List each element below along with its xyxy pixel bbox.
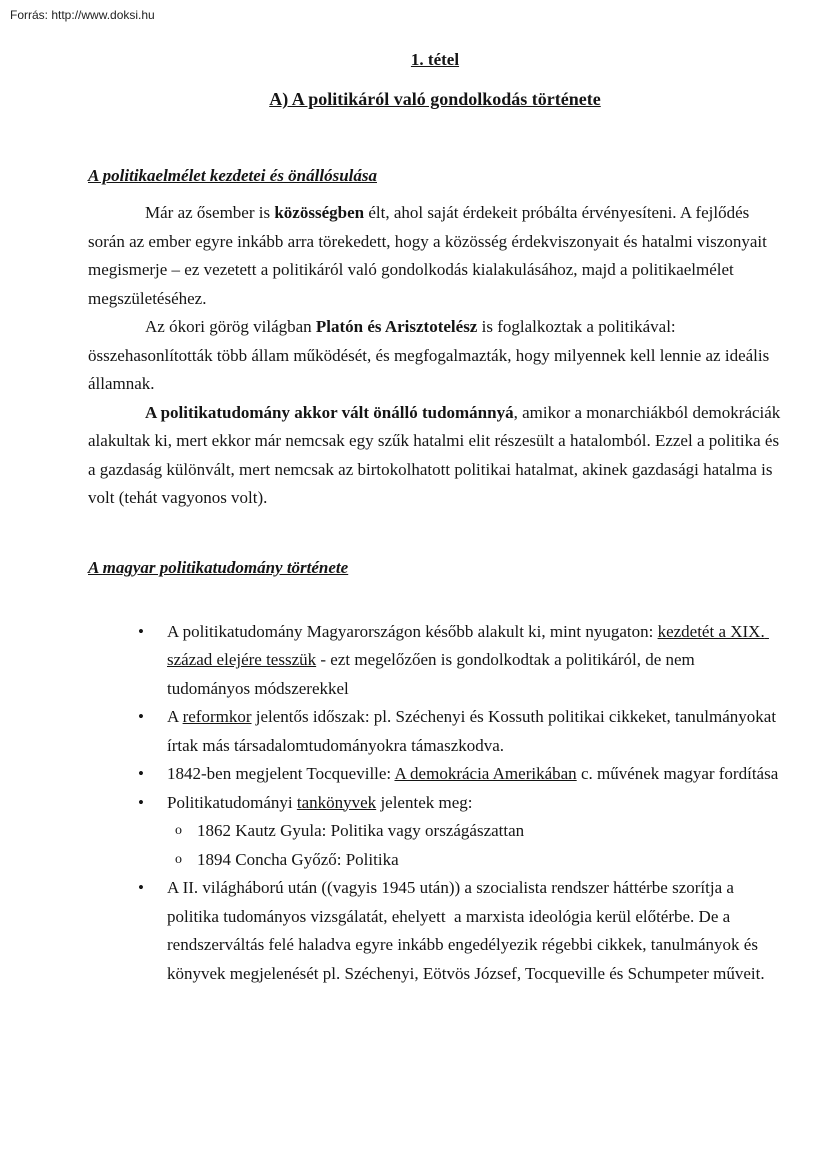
list-item-3 — [88, 760, 782, 789]
circle-bullet-icon: o — [175, 823, 182, 838]
circle-bullet-icon: o — [175, 851, 182, 867]
bullet-icon: • — [138, 792, 144, 812]
text-run-bold: közösségben — [274, 203, 365, 222]
list-item-4 — [88, 789, 782, 818]
bullet-icon: • — [138, 878, 144, 897]
text-run: A politikatudomány Magyarországon később alakult ki, mint nyugaton: — [167, 621, 658, 641]
text-run: is foglalkoztak a politikával: összehasonlították több állam működését, és megfogalmazták, hogy milyennek kell lennie az ideális államnak. — [88, 317, 774, 393]
paragraph-2 — [88, 313, 782, 399]
list-item-text — [167, 793, 473, 812]
paragraph-1 — [88, 199, 782, 313]
bullet-list — [88, 618, 782, 989]
doc-title: 1. tétel — [410, 50, 460, 69]
text-run-underline: tankönyvek — [296, 792, 377, 812]
list-item-text — [167, 707, 780, 755]
text-run: - ezt megelőzően is gondolkodtak a politikáról, de nem tudományos módszerekkel — [167, 650, 700, 698]
text-run-bold: A politikatudomány akkor vált önálló tudománnyá — [145, 402, 514, 422]
text-run: Politikatudományi — [167, 792, 297, 812]
text-run-underline: kezdetét a XIX. század elejére tesszük — [167, 621, 769, 669]
list-item-text: 1862 Kautz Gyula: Politika vagy országászattan — [197, 821, 525, 840]
bullet-icon: • — [138, 621, 144, 641]
paragraph-3 — [88, 399, 785, 513]
list-item-1 — [88, 618, 782, 704]
text-run: Már az ősember is — [145, 203, 275, 222]
text-run-bold: Platón és Arisztotelész — [315, 317, 478, 336]
text-run: c. művének magyar fordítása — [576, 764, 779, 783]
text-run: A — [167, 707, 183, 726]
text-run: Az ókori görög világban — [145, 317, 316, 336]
text-run: jelentek meg: — [376, 792, 473, 812]
list-item-text — [167, 622, 769, 698]
bullet-icon: • — [138, 707, 144, 726]
section2-heading: A magyar politikatudomány története — [88, 557, 349, 577]
list-item-text: 1894 Concha Győző: Politika — [197, 849, 399, 869]
list-item-text — [167, 764, 778, 783]
doc-subtitle: A) A politikáról való gondolkodás története — [269, 89, 601, 109]
sub-list-item-2 — [88, 846, 782, 875]
list-item-5 — [88, 874, 782, 988]
section1-heading: A politikaelmélet kezdetei és önállósulása — [88, 166, 377, 185]
sub-list-item-1 — [88, 817, 782, 846]
text-run: élt, ahol saját érdekeit próbálta érvényesíteni. A fejlődés során az ember egyre inkább arra törekedett, hogy a közösség érdekviszonyait és hatalmi viszonyait megismerje – ez vezetett a politikáról való gondolkodás kialakulásához, majd a politikaelmélet megszületéséhez. — [88, 203, 772, 308]
source-note: Forrás: http://www.doksi.hu — [10, 8, 155, 22]
text-run-underline: A demokrácia Amerikában — [394, 764, 577, 783]
list-item-text: A II. világháború után ((vagyis 1945 után)) a szocialista rendszer háttérbe szorítja a politika tudományos vizsgálatát, ehelyett a marxista ideológia kerül előtérbe. De a rendszerváltás felé haladva egyre inkább engedélyezik régebbi cikkek, tanulmányok és könyvek megjelenését pl. Széchenyi, Eötvös József, Tocqueville és Schumpeter műveit. — [167, 878, 765, 983]
bullet-icon: • — [138, 764, 144, 783]
text-run: jelentős időszak: pl. Széchenyi és Kossuth politikai cikkeket, tanulmányokat írtak más társadalomtudományokra támaszkodva. — [167, 707, 781, 755]
text-run: 1842-ben megjelent Tocqueville: — [167, 764, 395, 783]
text-run-underline: reformkor — [182, 707, 252, 726]
text-run: , amikor a monarchiákból demokráciák alakultak ki, mert ekkor már nemcsak egy szűk hatalmi elit részesült a hatalomból. Ezzel a politika és a gazdaság különvált, mert nemcsak az birtokolhatott politikai hatalmat, akinek gazdasági hatalma is volt (tehát vagyonos volt). — [88, 402, 785, 507]
list-item-2 — [88, 703, 782, 760]
